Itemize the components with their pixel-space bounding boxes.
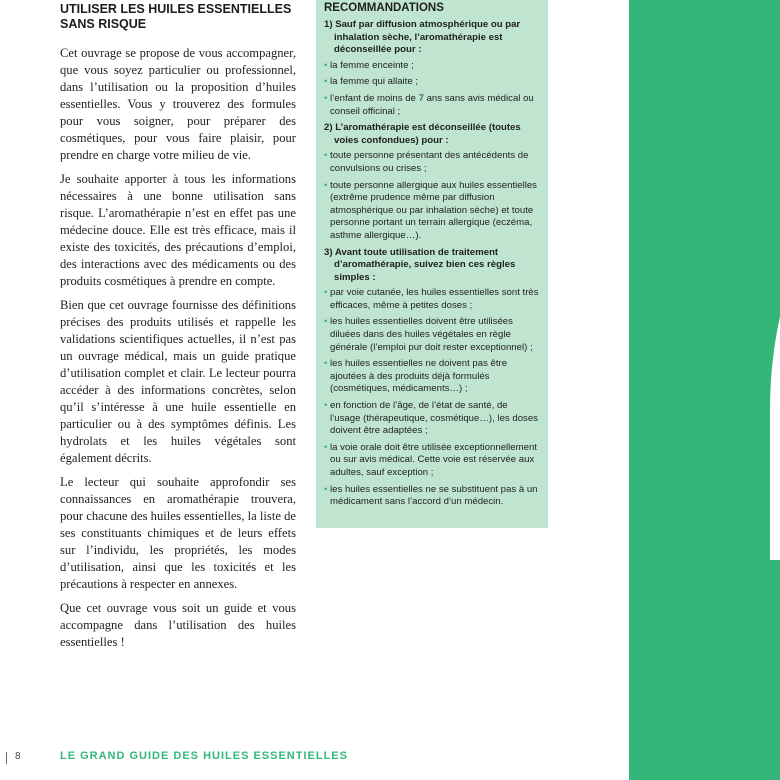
bullet-icon: • <box>324 483 331 495</box>
recommendation-item: • la voie orale doit être utilisée exceptionnellement ou sur avis médical. Cette voie est réservée aux adultes, sauf exception ; <box>324 441 537 478</box>
bullet-icon: • <box>324 59 331 71</box>
page-tick-divider <box>6 752 7 764</box>
paragraph: Que cet ouvrage vous soit un guide et vous accompagne dans l’utilisation des huiles essentielles ! <box>60 601 296 649</box>
bullet-icon: • <box>324 179 331 191</box>
paragraph: Bien que cet ouvrage fournisse des définitions précises des produits utilisés et rappelle les validations scientifiques actuelles, il n’est pas un ouvrage médical, mais un guide pratique d’utilisation complet et clair. Le lecteur pourra accéder à des informations concrètes, selon qu’il s’intéresse à une huile essentielle en particulier ou à des symptômes définis. Les hydrolats et les huiles végétales sont également décrits. <box>60 298 296 465</box>
recommendation-item: • les huiles essentielles ne doivent pas être ajoutées à des produits déjà formulés (cosmétiques, médicaments…) ; <box>324 358 508 395</box>
bullet-icon: • <box>324 441 331 453</box>
article <box>60 0 296 658</box>
paragraph: Je souhaite apporter à tous les informations nécessaires à une bonne utilisation sans risque. L’aromathérapie n’est en effet pas une médecine douce. Elle est très efficace, mais il existe des toxicités, des précautions d’emploi, des interactions avec des médicaments ou des produits cosmétiques à prendre en compte. <box>60 172 296 288</box>
recommendation-item: • l’enfant de moins de 7 ans sans avis médical ou conseil officinal ; <box>324 92 534 117</box>
recommendations-title: RECOMMANDATIONS <box>324 2 444 14</box>
recommendation-item: • la femme enceinte ; <box>324 59 414 71</box>
bullet-icon: • <box>324 358 331 370</box>
recommendation-heading: 2) L’aromathérapie est déconseillée (toutes voies confondues) pour : <box>324 122 521 146</box>
recommendation-item: • la femme qui allaite ; <box>324 76 419 88</box>
bullet-icon: • <box>324 150 331 162</box>
recommendation-heading: 1) Sauf par diffusion atmosphérique ou par inhalation sèche, l’aromathérapie est déconseillée pour : <box>324 19 521 56</box>
bullet-icon: • <box>324 287 331 299</box>
recommendation-item: • toute personne présentant des antécédents de convulsions ou crises ; <box>324 150 529 174</box>
recommendation-item: • toute personne allergique aux huiles essentielles (extrême prudence même par diffusion atmosphérique ou par inhalation sèche) et toute personne portant un terrain allergique (eczéma, asthme allergique…). <box>324 179 537 241</box>
page-number: 8 <box>15 751 21 762</box>
running-footer-title: LE GRAND GUIDE DES HUILES ESSENTIELLES <box>60 750 348 762</box>
bullet-icon: • <box>324 400 331 412</box>
decorative-green-band <box>629 0 780 780</box>
recommendation-item: • les huiles essentielles ne se substituent pas à un médicament sans l’accord d’un médecin. <box>324 483 538 508</box>
section-title: UTILISER LES HUILES ESSENTIELLES SANS RISQUE <box>60 2 292 31</box>
recommendation-heading: 3) Avant toute utilisation de traitement d’aromathérapie, suivez bien ces règles simples : <box>324 246 516 283</box>
bullet-icon: • <box>324 92 331 104</box>
paragraph: Le lecteur qui souhaite approfondir ses connaissances en aromathérapie trouvera, pour chacune des huiles essentielles, la liste de ses constituants chimiques et de leurs effets sur l’individu, les propriétés, les modes d’utilisation, ainsi que les toxicités et les précautions à respecter en annexes. <box>60 475 296 591</box>
recommendations-box <box>316 0 548 528</box>
bullet-icon: • <box>324 76 331 88</box>
recommendation-item: • les huiles essentielles doivent être utilisées diluées dans des huiles végétales en règle générale (l’emploi pur doit rester exceptionnel) ; <box>324 316 533 353</box>
bullet-icon: • <box>324 316 331 328</box>
paragraph: Cet ouvrage se propose de vous accompagner, que vous soyez particulier ou professionnel, dans l’utilisation ou la proposition d’huiles essentielles. Vous y trouverez des formules pour vous soigner, pour préparer des cosmétiques, pour vous faire plaisir, pour prendre en charge votre milieu de vie. <box>60 46 296 162</box>
recommendation-item: • par voie cutanée, les huiles essentielles sont très efficaces, même à petites doses ; <box>324 287 539 311</box>
recommendation-item: • en fonction de l’âge, de l’état de santé, de l’usage (thérapeutique, cosmétique…), les doses doivent être adaptées ; <box>324 400 538 437</box>
